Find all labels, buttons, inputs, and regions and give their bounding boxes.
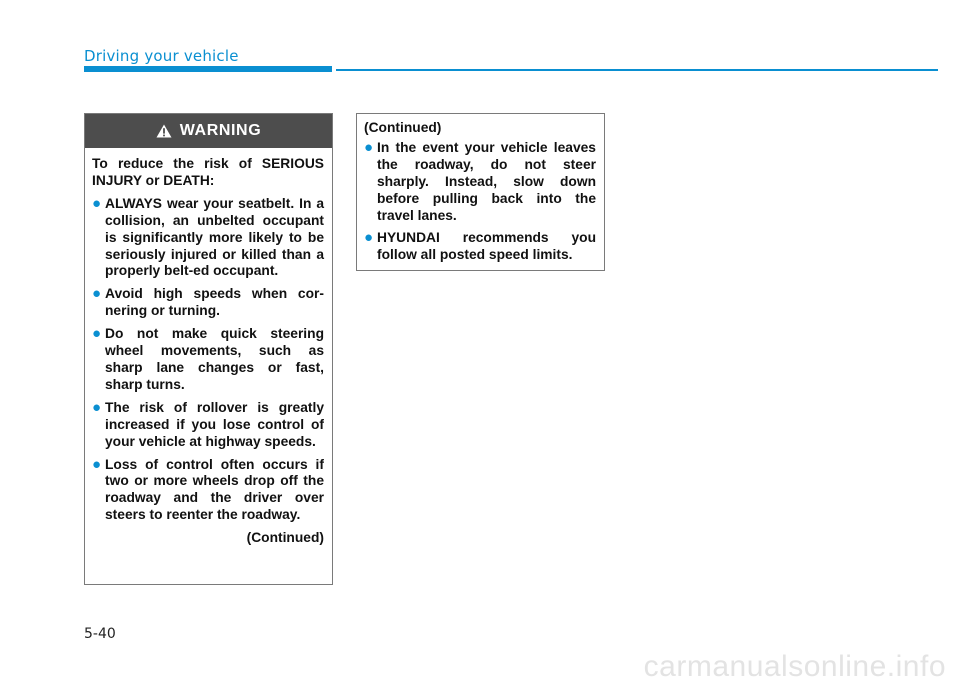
list-item: ● ALWAYS wear your seatbelt. In a collision, an unbelted occupant is significantly more likely to be seriously injured or killed than a properly belt-ed occupant. (92, 194, 324, 279)
header-rule-thick (84, 66, 332, 72)
warning-title: WARNING (179, 122, 262, 139)
continued-list (364, 140, 596, 264)
warning-box (84, 113, 333, 585)
bullet-icon: ● (92, 325, 102, 343)
page-number: 5-40 (84, 626, 116, 642)
warning-intro: To reduce the risk of SERIOUS INJURY or DEATH: (92, 156, 324, 188)
watermark: carmanualsonline.info (643, 650, 946, 683)
bullet-icon: ● (364, 138, 374, 156)
list-item: ● Avoid high speeds when cor-nering or turning. (92, 285, 324, 319)
warning-triangle-icon (156, 124, 172, 138)
list-item: ● In the event your vehicle leaves the roadway, do not steer sharply. Instead, slow down before pulling back into the travel lanes. (364, 138, 596, 223)
bullet-icon: ● (92, 455, 102, 473)
section-title: Driving your vehicle (84, 47, 239, 65)
warning-list (92, 196, 324, 524)
continued-box (356, 113, 605, 271)
header-rule-thin (336, 69, 938, 71)
bullet-icon: ● (92, 398, 102, 416)
warning-header (85, 114, 332, 148)
list-item: ● Do not make quick steering wheel movements, such as sharp lane changes or fast, sharp turns. (92, 325, 324, 392)
continued-label: (Continued) (246, 530, 324, 546)
bullet-icon: ● (364, 229, 374, 247)
bullet-icon: ● (92, 285, 102, 303)
bullet-icon: ● (92, 194, 102, 212)
warning-content (85, 148, 332, 547)
list-item: ● The risk of rollover is greatly increased if you lose control of your vehicle at highway speeds. (92, 398, 324, 449)
list-item: ● Loss of control often occurs if two or more wheels drop off the roadway and the driver over steers to reenter the roadway. (92, 455, 324, 523)
continued-heading: (Continued) (364, 120, 442, 135)
list-item: ● HYUNDAI recommends you follow all posted speed limits. (364, 229, 596, 263)
continued-content (357, 114, 604, 264)
